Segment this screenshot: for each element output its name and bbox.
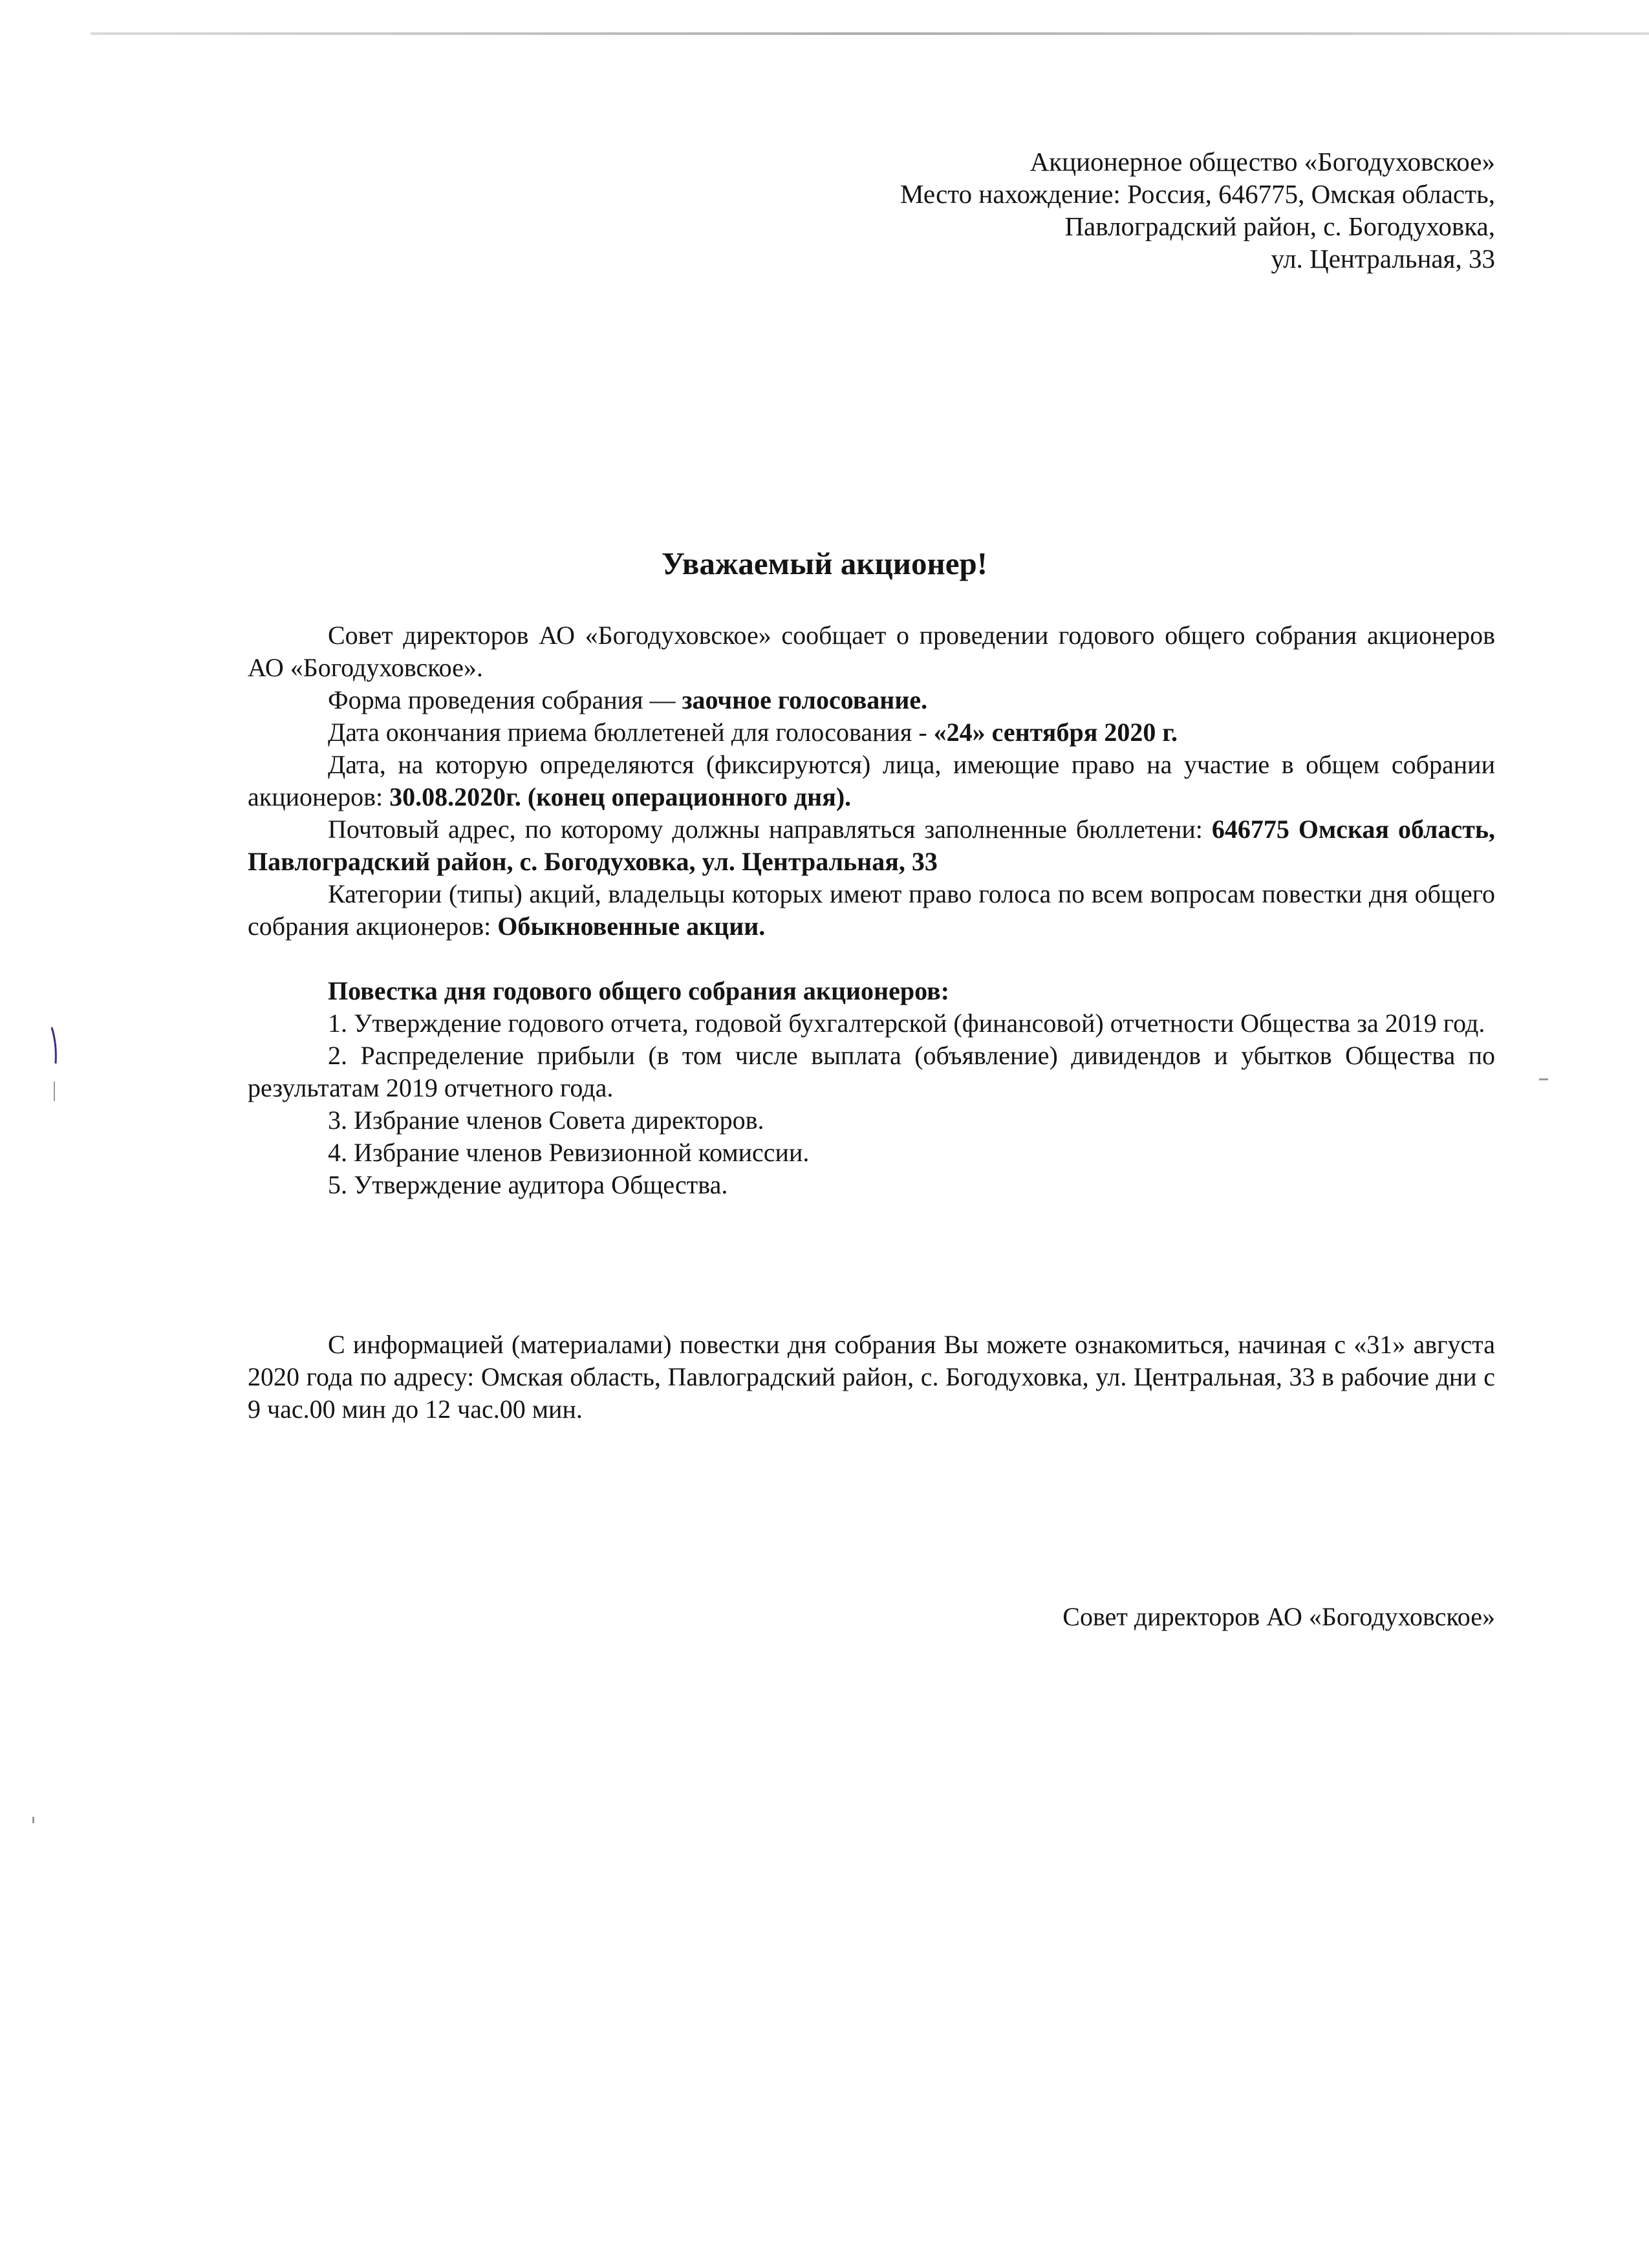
share-types-value: Обыкновенные акции. xyxy=(497,912,766,941)
scan-speck xyxy=(32,1817,34,1823)
company-header xyxy=(525,145,1495,275)
agenda-item: 1. Утверждение годового отчета, годовой бухгалтерской (финансовой) отчетности Общества за 2019 год. xyxy=(328,1009,1485,1038)
share-types-label: Категории (типы) акций, владельцы которых имеют право голоса по всем вопросам повестки дня общего собрания акционеров: xyxy=(248,879,1495,941)
scan-edge-line xyxy=(91,32,1649,35)
share-types xyxy=(248,878,1495,943)
pen-mark xyxy=(47,1025,72,1102)
ballot-deadline-label: Дата окончания приема бюллетеней для голосования - xyxy=(328,718,934,747)
header-line-3: Павлоградский район, с. Богодуховка, xyxy=(1064,211,1495,241)
intro-paragraph: Совет директоров АО «Богодуховское» сообщает о проведении годового общего собрания акционеров АО «Богодуховское». xyxy=(248,621,1495,682)
ballot-deadline xyxy=(248,716,1495,749)
agenda-title: Повестка дня годового общего собрания акционеров: xyxy=(328,976,950,1005)
agenda-item: 4. Избрание членов Ревизионной комиссии. xyxy=(328,1138,810,1167)
postal-address-value: 646775 Омская область, Павлоградский район, с. Богодуховка, ул. Центральная, 33 xyxy=(248,815,1495,876)
signature: Совет директоров АО «Богодуховское» xyxy=(1062,1602,1495,1631)
header-line-2: Место нахождение: Россия, 646775, Омская область, xyxy=(900,179,1495,209)
agenda-list xyxy=(248,1007,1495,1201)
materials-info: С информацией (материалами) повестки дня собрания Вы можете ознакомиться, начиная с «31» августа 2020 года по адресу: Омская область, Павлоградский район, с. Богодуховка, ул. Центральная, 33 в рабочие дни с 9 час.00 мин до 12 час.00 мин. xyxy=(248,1330,1495,1424)
record-date-label: Дата, на которую определяются (фиксируются) лица, имеющие право на участие в общем собрании акционеров: xyxy=(248,750,1495,811)
postal-address xyxy=(248,813,1495,878)
meeting-form-label: Форма проведения собрания — xyxy=(328,685,682,714)
meeting-form xyxy=(248,684,1495,716)
ballot-deadline-value: «24» сентября 2020 г. xyxy=(933,718,1178,747)
agenda-item: 2. Распределение прибыли (в том числе выплата (объявление) дивидендов и убытков Общества по результатам 2019 отчетного года. xyxy=(248,1041,1495,1102)
scan-speck xyxy=(1539,1078,1548,1080)
page-title: Уважаемый акционер! xyxy=(661,546,988,581)
record-date xyxy=(248,749,1495,813)
notice-body xyxy=(248,619,1495,1201)
agenda-item: 5. Утверждение аудитора Общества. xyxy=(328,1170,728,1199)
header-line-1: Акционерное общество «Богодуховское» xyxy=(1029,147,1495,177)
agenda-item: 3. Избрание членов Совета директоров. xyxy=(328,1106,764,1135)
postal-address-label: Почтовый адрес, по которому должны направляться заполненные бюллетени: xyxy=(328,815,1212,844)
header-line-4: ул. Центральная, 33 xyxy=(1271,244,1495,273)
record-date-value: 30.08.2020г. (конец операционного дня). xyxy=(389,782,852,811)
meeting-form-value: заочное голосование. xyxy=(682,685,928,714)
